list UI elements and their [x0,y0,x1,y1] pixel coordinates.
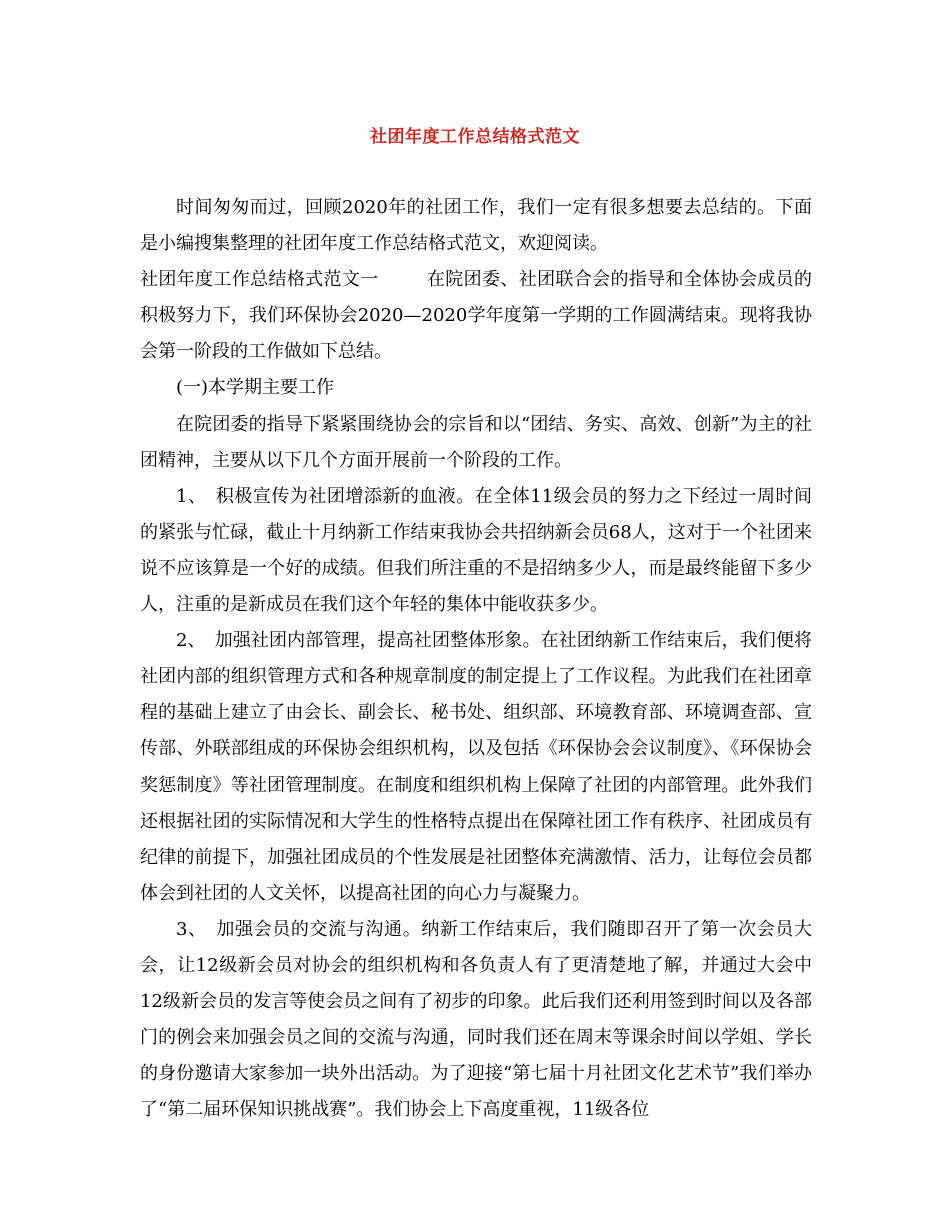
body-paragraph-item-2: 2、 加强社团内部管理，提高社团整体形象。在社团纳新工作结束后，我们便将社团内部的组织管理方式和各种规章制度的制定提上了工作议程。为此我们在社团章程的基础上建立了由会长、副会长、秘书处、组织部、环境教育部、环境调查部、宣传部、外联部组成的环保协会组织机构，以及包括《环保协会会议制度》、《环保协会奖惩制度》等社团管理制度。在制度和组织机构上保障了社团的内部管理。此外我们还根据社团的实际情况和大学生的性格特点提出在保障社团工作有秩序、社团成员有纪律的前提下，加强社团成员的个性发展是社团整体充满激情、活力，让每位会员都体会到社团的人文关怀，以提高社团的向心力与凝聚力。 [140,630,812,904]
section-opening: 在院团委、社团联合会的指导和全体协会成员的积极努力下，我们环保协会2020—2020学年度第一学期的工作圆满结束。现将我协会第一阶段的工作做如下总结。 [140,269,813,363]
document-title: 社团年度工作总结格式范文 [370,127,580,147]
intro-paragraph: 时间匆匆而过，回顾2020年的社团工作，我们一定有很多想要去总结的。下面是小编搜集整理的社团年度工作总结格式范文，欢迎阅读。 [140,197,812,255]
section-heading: 社团年度工作总结格式范文一 [140,269,379,291]
body-paragraph-item-1: 1、 积极宣传为社团增添新的血液。在全体11级会员的努力之下经过一周时间的紧张与忙碌，截止十月纳新工作结束我协会共招纳新会员68人，这对于一个社团来说不应该算是一个好的成绩。但我们所注重的不是招纳多少人，而是最终能留下多少人，注重的是新成员在我们这个年轻的集体中能收获多少。 [140,485,812,616]
body-paragraph-item-3: 3、 加强会员的交流与沟通。纳新工作结束后，我们随即召开了第一次会员大会，让12级新会员对协会的组织机构和各负责人有了更清楚地了解，并通过大会中12级新会员的发言等使会员之间有了初步的印象。此后我们还利用签到时间以及各部门的例会来加强会员之间的交流与沟通，同时我们还在周末等课余时间以学姐、学长的身份邀请大家参加一块外出活动。为了迎接“第七届十月社团文化艺术节”我们举办了“第二届环保知识挑战赛”。我们协会上下高度重视，11级各位 [140,918,812,1121]
body-paragraph-spirit: 在院团委的指导下紧紧围绕协会的宗旨和以“团结、务实、高效、创新”为主的社团精神，主要从以下几个方面开展前一个阶段的工作。 [140,413,812,471]
section-paragraph [140,262,812,370]
subheading: (一)本学期主要工作 [176,377,335,399]
document-body [140,190,812,1128]
